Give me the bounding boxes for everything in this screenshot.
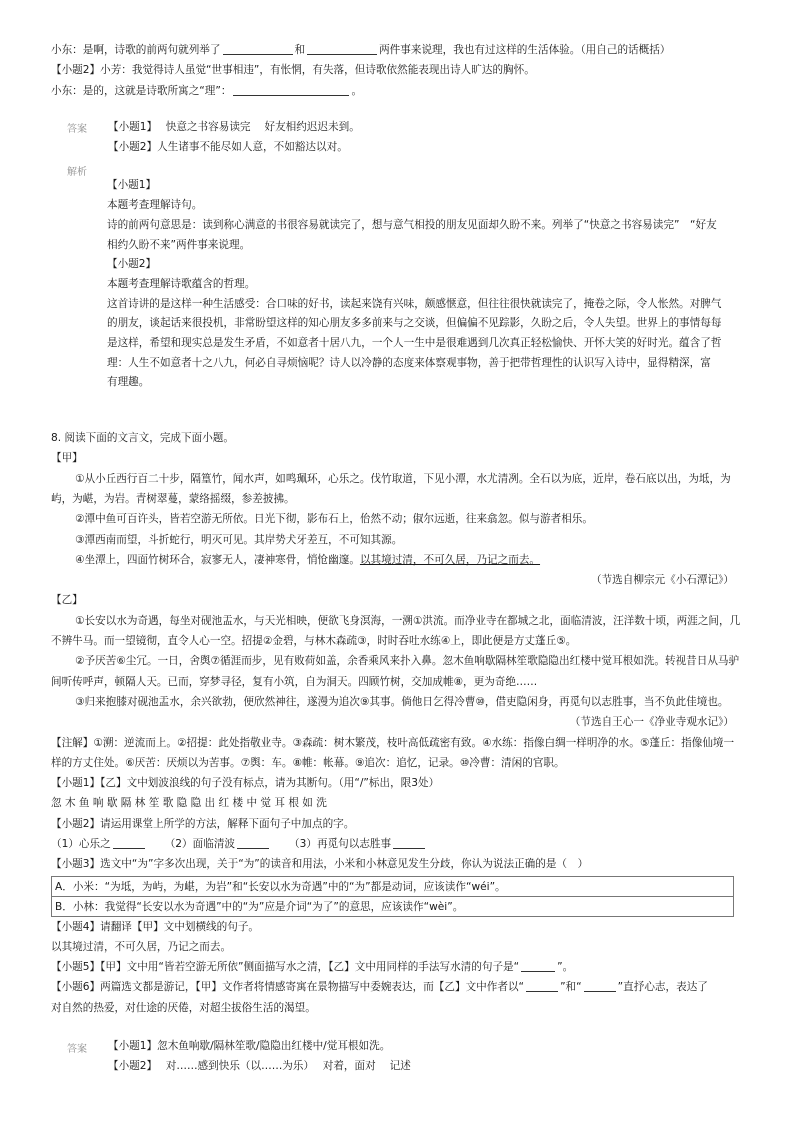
explain-items: （1）心乐之 （2）面临清波 （3）再觅句以志胜事 <box>51 834 794 854</box>
option-b[interactable]: B．小林：我觉得“长安以水为奇遇”中的“为”应是介词“为了”的意思，应该读作“wèi”。 <box>52 896 734 916</box>
annotation-line: 样的方丈住处。⑥厌苦：厌烦以为苦事。⑦舆：车。⑧帷：帐幕。⑨追次：追忆，记录。⑩冷曹：清闲的官职。 <box>51 756 565 769</box>
passage-line: 屿，为嵁，为岩。青树翠蔓，蒙络摇缀，参差披拂。 <box>51 492 295 505</box>
passage-line: ③潭西南而望，斗折蛇行，明灭可见。其岸势犬牙差互，不可知其源。 <box>75 533 403 546</box>
answer-blank[interactable] <box>393 836 425 849</box>
section-yi: 【乙】 <box>51 594 83 607</box>
answer-blank[interactable] <box>113 836 145 849</box>
passage-line: ③归来抱膝对砚池盂水，余兴欲勃，便欣然神往，遂漫为追次⑨其事。倘他日乞得冷曹⑩，借吏隐闲身，再觅句以志胜事，当不负此佳境也。 <box>75 695 729 708</box>
source-note: （节选自柳宗元《小石潭记》） <box>590 574 734 587</box>
answer-label: 答案 <box>67 1044 87 1055</box>
answer-line: 【小题2】人生诸事不能尽如人意，不如豁达以对。 <box>108 141 348 154</box>
answer-blank[interactable] <box>223 42 293 55</box>
passage-line: ①从小丘西行百二十步，隔篁竹，闻水声，如鸣珮环，心乐之。伐竹取道，下见小潭，水尤清冽。全石以为底，近岸，卷石底以出，为坻，为 <box>75 472 731 485</box>
punctuation-text: 忽 木 鱼 响 歇 隔 林 笙 歌 隐 隐 出 红 楼 中 觉 耳 根 如 洗 <box>51 797 327 810</box>
answer-blank[interactable] <box>526 979 558 992</box>
answer-blank[interactable] <box>307 42 377 55</box>
passage-line: 不辨牛马。而一望镜彻，直令人心一空。招提②金碧，与林木森疏③，时时吞吐水练④上，即此便是方丈蓬丘⑤。 <box>51 635 577 648</box>
passage-line: ①长安以水为奇遇，每坐对砚池盂水，与天光相映，便欲飞身溟海，一溯①洪流。而净业寺在都城之北，面临清波，汪洋数十顷，两涯之间，几 <box>75 614 741 627</box>
passage-line: ②予厌苦⑥尘冗。一日，舍舆⑦循涯而步，见有败荷如盖，余香乘风来扑入鼻。忽木鱼响歇隔林笙歌隐隐出红楼中觉耳根如洗。转视昔日从马驴 <box>75 655 740 668</box>
options-table <box>51 876 734 917</box>
passage-line: ④坐潭上，四面竹树环合，寂寥无人，凄神寒骨，悄怆幽邃。以其境过清，不可久居，乃记之而去。 <box>75 553 541 566</box>
answer-label: 答案 <box>67 124 87 135</box>
answer-blank[interactable] <box>584 979 616 992</box>
passage-line: ②潭中鱼可百许头，皆若空游无所依。日光下彻，影布石上，佁然不动；俶尔远逝，往来翕忽。似与游者相乐。 <box>75 513 593 526</box>
subquestion-5: 【小题5】【甲】文中用“皆若空游无所依”侧面描写水之清，【乙】文中用同样的手法写水清的句子是“ ”。 <box>51 961 574 974</box>
subquestion-2: 【小题2】请运用课堂上所学的方法，解释下面句子中加点的字。 <box>51 817 355 830</box>
option-a[interactable]: A．小米：“为坻，为屿，为嵁，为岩”和“长安以水为奇遇”中的“为”都是动词，应该读作“wéi”。 <box>52 876 734 896</box>
answer-blank[interactable] <box>233 83 349 96</box>
dialogue-line-3: 小东：是的，这就是诗歌所寓之“理”： 。 <box>51 84 363 97</box>
underlined-sentence: 以其境过清，不可久居，乃记之而去。 <box>359 553 541 566</box>
subquestion-4: 【小题4】请翻译【甲】文中划横线的句子。 <box>51 920 260 933</box>
question-title: 8. 阅读下面的文言文，完成下面小题。 <box>51 432 234 445</box>
subquestion-6-cont: 对自然的热爱，对仕途的厌倦，对超尘拔俗生活的渴望。 <box>51 1001 316 1014</box>
answer-blank[interactable] <box>237 836 269 849</box>
translate-sentence: 以其境过清，不可久居，乃记之而去。 <box>51 940 232 953</box>
dialogue-line-1: 小东：是啊，诗歌的前两句就列举了 和 两件事来说理，我也有过这样的生活体验。（用自己的话概括） <box>51 44 671 56</box>
answer-line: 【小题1】忽木鱼响歇/隔林笙歌/隐隐出红楼中/觉耳根如洗。 <box>108 1040 391 1052</box>
subquestion-1: 【小题1】【乙】文中划波浪线的句子没有标点，请为其断句。（用“/”标出，限3处） <box>51 777 440 790</box>
annotation-line: 【注解】①溯：逆流而上。②招提：此处指敬业寺。③森疏：树木繁茂，枝叶高低疏密有致。④水练：指像白绸一样明净的水。⑤蓬丘：指像仙境一 <box>51 736 735 749</box>
answer-line: 【小题2】 对……感到快乐（以……为乐） 对着，面对 记述 <box>108 1060 411 1073</box>
answer-line: 【小题1】 快意之书容易读完 好友相约迟迟未到。 <box>108 120 360 133</box>
source-note: （节选自王心一《净业寺观水记》） <box>569 716 734 729</box>
dialogue-line-2: 【小题2】小芳：我觉得诗人虽觉“世事相违”，有怅惘，有失落，但诗歌依然能表现出诗人旷达的胸怀。 <box>51 64 535 77</box>
section-jia: 【甲】 <box>51 452 83 465</box>
answer-blank[interactable] <box>521 959 555 972</box>
subquestion-6: 【小题6】两篇选文都是游记，【甲】文作者将情感寄寓在景物描写中委婉表达，而【乙】文中作者以“ ”和“ ”直抒心志，表达了 <box>51 981 708 994</box>
analysis-label: 解析 <box>67 167 87 178</box>
passage-line: 间听传呼声，顿隔人天。已而，穿梦寻径，复有小筑，自为洞天。四顾竹树，交加成帷⑧，更为奇绝…… <box>51 675 538 688</box>
analysis-content: 【小题1】 本题考查理解诗句。 诗的前两句意思是：读到称心满意的书很容易就读完了，想与意气相投的朋友见面却久盼不来。列举了“快意之书容易读完” “好友 相约久盼不来”两件事来说理。 【小题2】 本题考查理解诗歌蕴含的哲理。 这首诗讲的是这样一种生活感受：合口味的好书，读起来饶有兴味，颇感惬意，但往往很快就读完了，掩卷之际，令人怅然。对脾气 的朋友，谈起话来很投机，非常盼望这样的知心朋友多多前来与之交谈，但偏偏不见踪影，久盼之后，令人失望。世界上的事情每每 是这样，希望和现实总是发生矛盾，不如意者十居八九，一个人一生中是很难遇到几次真正轻松愉快、开怀大笑的好时光。蕴含了哲 理：人生不如意者十之八九，何必自寻烦恼呢？诗人以冷静的态度来体察观事物，善于把带哲理性的认识写入诗中，显得精深，富 有理趣。 <box>107 179 722 389</box>
subquestion-3: 【小题3】选文中“为”字多次出现，关于“为”的读音和用法，小米和小林意见发生分歧，你认为说法正确的是（ ） <box>51 858 589 871</box>
